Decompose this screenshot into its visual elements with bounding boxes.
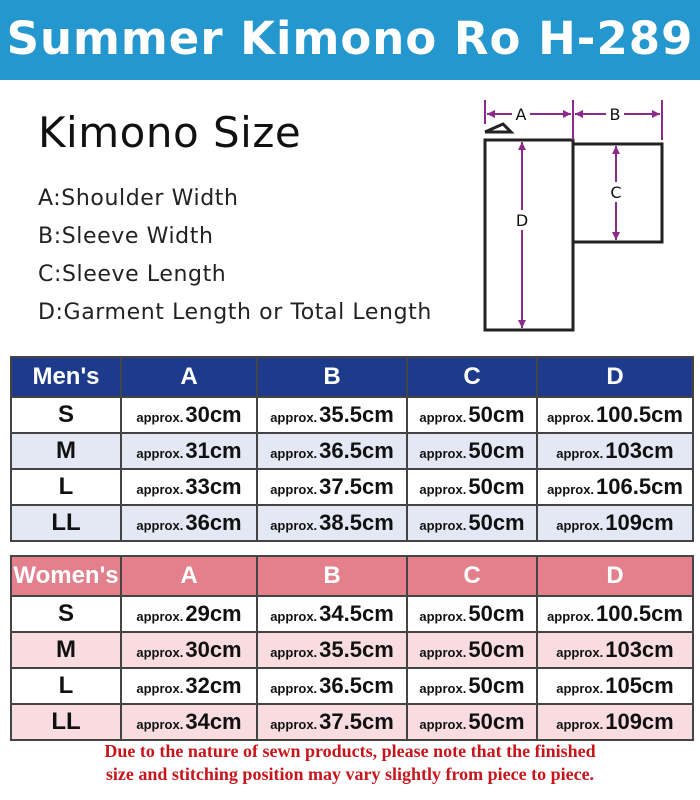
measure-value: 38.5cm [319, 510, 394, 535]
page-title: Summer Kimono Ro H-289 [6, 12, 694, 65]
legend-item-c: C:Sleeve Length [38, 262, 227, 287]
table-header-row [11, 357, 693, 397]
measure-cell [537, 632, 693, 668]
measure-cell [121, 632, 257, 668]
diagram-label-a: A [515, 105, 527, 124]
approx-prefix: approx. [136, 645, 184, 660]
measure-value: 103cm [605, 637, 674, 662]
column-header-a: A [121, 357, 257, 397]
measure-value: 50cm [468, 673, 525, 698]
table-row [11, 668, 693, 704]
approx-prefix: approx. [419, 717, 467, 732]
disclaimer-line-2: size and stitching position may vary slightly from piece to piece. [105, 764, 595, 784]
approx-prefix: approx. [419, 482, 467, 497]
approx-prefix: approx. [136, 681, 184, 696]
measure-cell [121, 704, 257, 740]
measure-cell [121, 668, 257, 704]
diagram-label-b: B [609, 105, 621, 124]
approx-prefix: approx. [270, 645, 318, 660]
approx-prefix: approx. [270, 482, 318, 497]
measure-cell [407, 433, 537, 469]
measure-cell [407, 668, 537, 704]
measure-value: 50cm [468, 474, 525, 499]
measure-cell [257, 433, 407, 469]
measure-cell [407, 469, 537, 505]
measure-value: 33cm [185, 474, 242, 499]
column-header-a: A [121, 556, 257, 596]
table-row [11, 469, 693, 505]
measure-cell [537, 596, 693, 632]
header-banner [0, 0, 700, 80]
measure-cell [257, 397, 407, 433]
womens-size-table [10, 555, 694, 741]
approx-prefix: approx. [419, 645, 467, 660]
column-header-c: C [407, 357, 537, 397]
measure-cell [257, 704, 407, 740]
approx-prefix: approx. [419, 410, 467, 425]
measure-cell [121, 505, 257, 541]
table-row [11, 433, 693, 469]
measure-cell [407, 704, 537, 740]
disclaimer-note [0, 740, 700, 786]
mens-header: Men's [11, 357, 121, 397]
size-label: LL [11, 704, 121, 740]
measure-value: 109cm [605, 709, 674, 734]
measure-cell [537, 469, 693, 505]
size-label: M [11, 433, 121, 469]
measure-cell [257, 596, 407, 632]
measure-value: 36.5cm [319, 438, 394, 463]
measure-cell [257, 469, 407, 505]
approx-prefix: approx. [419, 446, 467, 461]
approx-prefix: approx. [136, 482, 184, 497]
legend-item-b: B:Sleeve Width [38, 224, 214, 249]
approx-prefix: approx. [547, 609, 595, 624]
approx-prefix: approx. [136, 717, 184, 732]
table-row [11, 632, 693, 668]
table-header-row [11, 556, 693, 596]
measure-value: 109cm [605, 510, 674, 535]
legend-item-d: D:Garment Length or Total Length [38, 300, 432, 325]
approx-prefix: approx. [419, 518, 467, 533]
approx-prefix: approx. [419, 609, 467, 624]
measure-cell [537, 397, 693, 433]
measure-value: 29cm [185, 601, 242, 626]
womens-header: Women's [11, 556, 121, 596]
column-header-b: B [257, 556, 407, 596]
measure-value: 30cm [185, 637, 242, 662]
approx-prefix: approx. [556, 717, 604, 732]
measure-value: 50cm [468, 637, 525, 662]
measure-cell [121, 596, 257, 632]
mens-size-table [10, 356, 694, 542]
measure-value: 100.5cm [596, 402, 683, 427]
approx-prefix: approx. [136, 410, 184, 425]
column-header-b: B [257, 357, 407, 397]
measure-cell [121, 433, 257, 469]
size-label: S [11, 397, 121, 433]
size-label: L [11, 668, 121, 704]
measure-cell [257, 505, 407, 541]
diagram-label-d: D [515, 211, 529, 230]
approx-prefix: approx. [270, 681, 318, 696]
size-label: S [11, 596, 121, 632]
measure-value: 106.5cm [596, 474, 683, 499]
kimono-diagram [468, 96, 678, 341]
column-header-d: D [537, 357, 693, 397]
measure-value: 50cm [468, 601, 525, 626]
measure-cell [121, 397, 257, 433]
table-row [11, 704, 693, 740]
disclaimer-line-1: Due to the nature of sewn products, please note that the finished [104, 741, 596, 761]
approx-prefix: approx. [136, 609, 184, 624]
collar-outline [485, 124, 511, 132]
measure-value: 105cm [605, 673, 674, 698]
table-row [11, 505, 693, 541]
column-header-d: D [537, 556, 693, 596]
measure-value: 50cm [468, 402, 525, 427]
approx-prefix: approx. [270, 609, 318, 624]
measure-value: 35.5cm [319, 637, 394, 662]
legend-item-a: A:Shoulder Width [38, 186, 239, 211]
measure-cell [537, 668, 693, 704]
approx-prefix: approx. [556, 645, 604, 660]
approx-prefix: approx. [136, 518, 184, 533]
measurement-legend [38, 180, 432, 332]
measure-cell [537, 433, 693, 469]
measure-cell [407, 596, 537, 632]
measure-value: 34.5cm [319, 601, 394, 626]
approx-prefix: approx. [270, 410, 318, 425]
measure-value: 36.5cm [319, 673, 394, 698]
body-outline [485, 140, 573, 330]
approx-prefix: approx. [270, 446, 318, 461]
size-label: M [11, 632, 121, 668]
measure-cell [257, 632, 407, 668]
measure-value: 31cm [185, 438, 242, 463]
column-header-c: C [407, 556, 537, 596]
diagram-label-c: C [610, 183, 622, 202]
measure-value: 36cm [185, 510, 242, 535]
measure-cell [121, 469, 257, 505]
size-label: LL [11, 505, 121, 541]
approx-prefix: approx. [270, 717, 318, 732]
measure-cell [257, 668, 407, 704]
size-label: L [11, 469, 121, 505]
approx-prefix: approx. [419, 681, 467, 696]
measure-cell [407, 505, 537, 541]
section-title: Kimono Size [38, 108, 302, 157]
table-row [11, 596, 693, 632]
measure-cell [537, 505, 693, 541]
measure-value: 50cm [468, 438, 525, 463]
approx-prefix: approx. [556, 518, 604, 533]
measure-cell [537, 704, 693, 740]
approx-prefix: approx. [547, 482, 595, 497]
table-row [11, 397, 693, 433]
measure-cell [407, 397, 537, 433]
approx-prefix: approx. [556, 446, 604, 461]
measure-value: 50cm [468, 510, 525, 535]
measure-value: 32cm [185, 673, 242, 698]
measure-value: 35.5cm [319, 402, 394, 427]
measure-value: 103cm [605, 438, 674, 463]
approx-prefix: approx. [547, 410, 595, 425]
measure-value: 37.5cm [319, 709, 394, 734]
measure-value: 34cm [185, 709, 242, 734]
measure-value: 100.5cm [596, 601, 683, 626]
measure-value: 37.5cm [319, 474, 394, 499]
approx-prefix: approx. [270, 518, 318, 533]
measure-cell [407, 632, 537, 668]
measure-value: 30cm [185, 402, 242, 427]
measure-value: 50cm [468, 709, 525, 734]
approx-prefix: approx. [556, 681, 604, 696]
approx-prefix: approx. [136, 446, 184, 461]
